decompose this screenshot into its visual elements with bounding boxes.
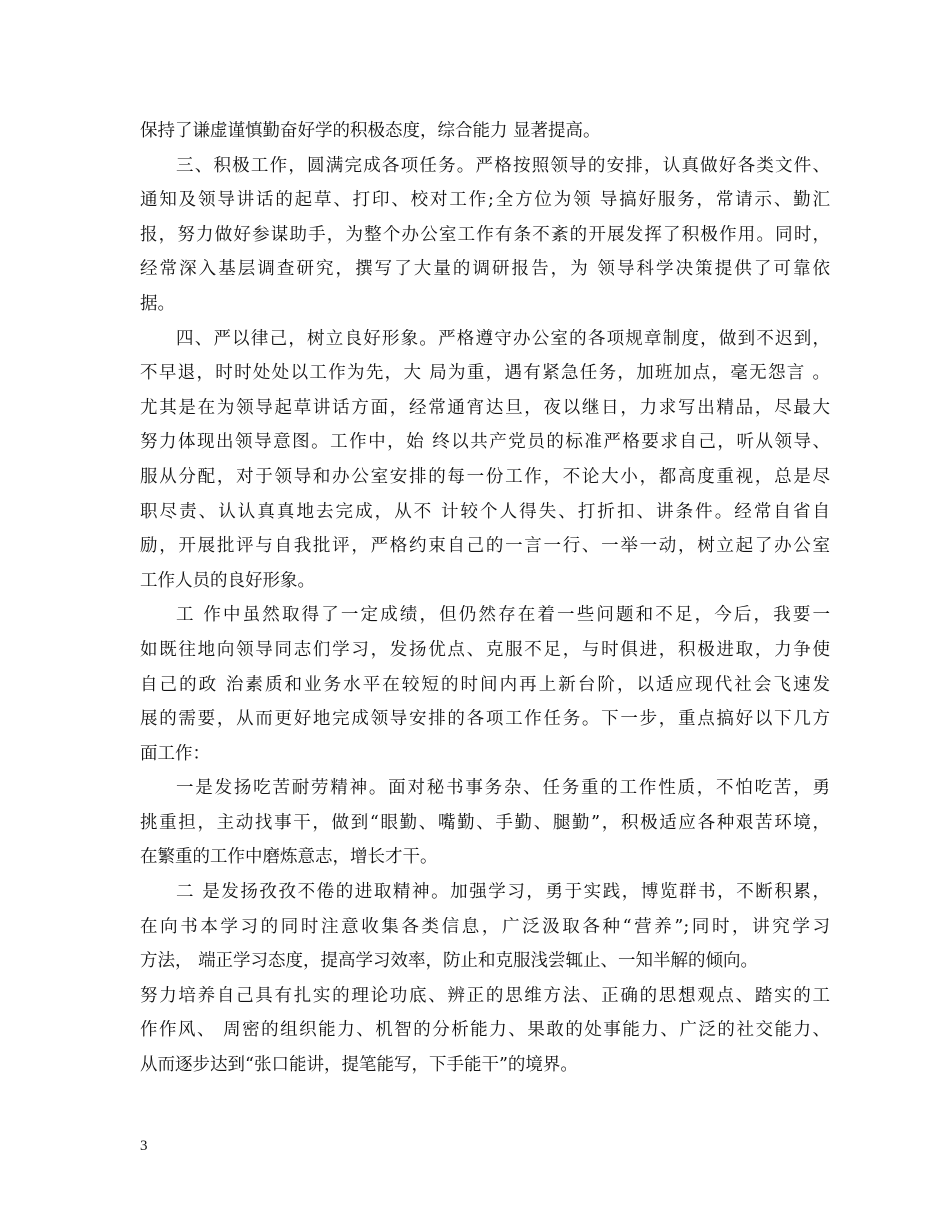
paragraph-start-line: 三、积极工作，圆满完成各项任务。严格按照领导的安排，认真做好各类文件、 xyxy=(176,155,830,176)
document-body xyxy=(140,114,830,1083)
text-line: 挑重担，主动找事干，做到“眼勤、嘴勤、手勤、腿勤”，积极适应各种艰苦环境， xyxy=(140,812,830,833)
text-line: 努力培养自己具有扎实的理论功底、辨正的思维方法、正确的思想观点、踏实的工 xyxy=(140,985,830,1006)
paragraph-start-line: 一是发扬吃苦耐劳精神。面对秘书事务杂、任务重的工作性质，不怕吃苦，勇 xyxy=(176,778,830,799)
text-line: 如既往地向领导同志们学习，发扬优点、克服不足，与时俱进，积极进取，力争使 xyxy=(140,639,830,660)
paragraph-start-line: 二 是发扬孜孜不倦的进取精神。加强学习，勇于实践，博览群书，不断积累， xyxy=(176,882,830,903)
paragraph-start-line: 工 作中虽然取得了一定成绩，但仍然存在着一些问题和不足，今后，我要一 xyxy=(176,605,830,626)
text-line: 在繁重的工作中磨炼意志，增长才干。 xyxy=(140,847,438,868)
text-line: 作作风、 周密的组织能力、机智的分析能力、果敢的处事能力、广泛的社交能力、 xyxy=(140,1020,830,1041)
text-line: 励，开展批评与自我批评，严格约束自己的一言一行、一举一动，树立起了办公室 xyxy=(140,536,830,557)
text-line: 自己的政 治素质和业务水平在较短的时间内再上新台阶，以适应现代社会飞速发 xyxy=(140,674,830,695)
text-line: 经常深入基层调查研究，撰写了大量的调研报告，为 领导科学决策提供了可靠依 xyxy=(140,259,830,280)
text-line: 服从分配，对于领导和办公室安排的每一份工作，不论大小，都高度重视，总是尽 xyxy=(140,466,830,487)
text-line: 据。 xyxy=(140,293,175,314)
paragraph-start-line: 四、严以律己，树立良好形象。严格遵守办公室的各项规章制度，做到不迟到， xyxy=(176,328,830,349)
text-line: 不早退，时时处处以工作为先，大 局为重，遇有紧急任务，加班加点，毫无怨言 。 xyxy=(140,363,830,384)
text-line: 方法， 端正学习态度，提高学习效率，防止和克服浅尝辄止、一知半解的倾向。 xyxy=(140,951,759,972)
text-line: 尤其是在为领导起草讲话方面，经常通宵达旦，夜以继日，力求写出精品，尽最大 xyxy=(140,397,830,418)
text-line: 从而逐步达到“张口能讲，提笔能写，下手能干”的境界。 xyxy=(140,1055,578,1076)
text-line: 展的需要，从而更好地完成领导安排的各项工作任务。下一步，重点搞好以下几方 xyxy=(140,709,830,730)
text-line: 职尽责、认认真真地去完成，从不 计较个人得失、打折扣、讲条件。经常自省自 xyxy=(140,501,830,522)
text-line: 保持了谦虚谨慎勤奋好学的积极态度，综合能力 显著提高。 xyxy=(140,121,601,141)
text-line: 努力体现出领导意图。工作中，始 终以共产党员的标准严格要求自己，听从领导、 xyxy=(140,432,830,453)
text-line: 工作人员的良好形象。 xyxy=(140,570,315,591)
text-line: 通知及领导讲话的起草、打印、校对工作;全方位为领 导搞好服务，常请示、勤汇 xyxy=(140,190,830,211)
text-line: 面工作： xyxy=(140,743,210,764)
text-line: 报，努力做好参谋助手，为整个办公室工作有条不紊的开展发挥了积极作用。同时， xyxy=(140,224,830,245)
text-line: 在向书本学习的同时注意收集各类信息，广泛汲取各种“营养”;同时，讲究学习 xyxy=(140,916,830,937)
page-number: 3 xyxy=(140,1138,148,1154)
